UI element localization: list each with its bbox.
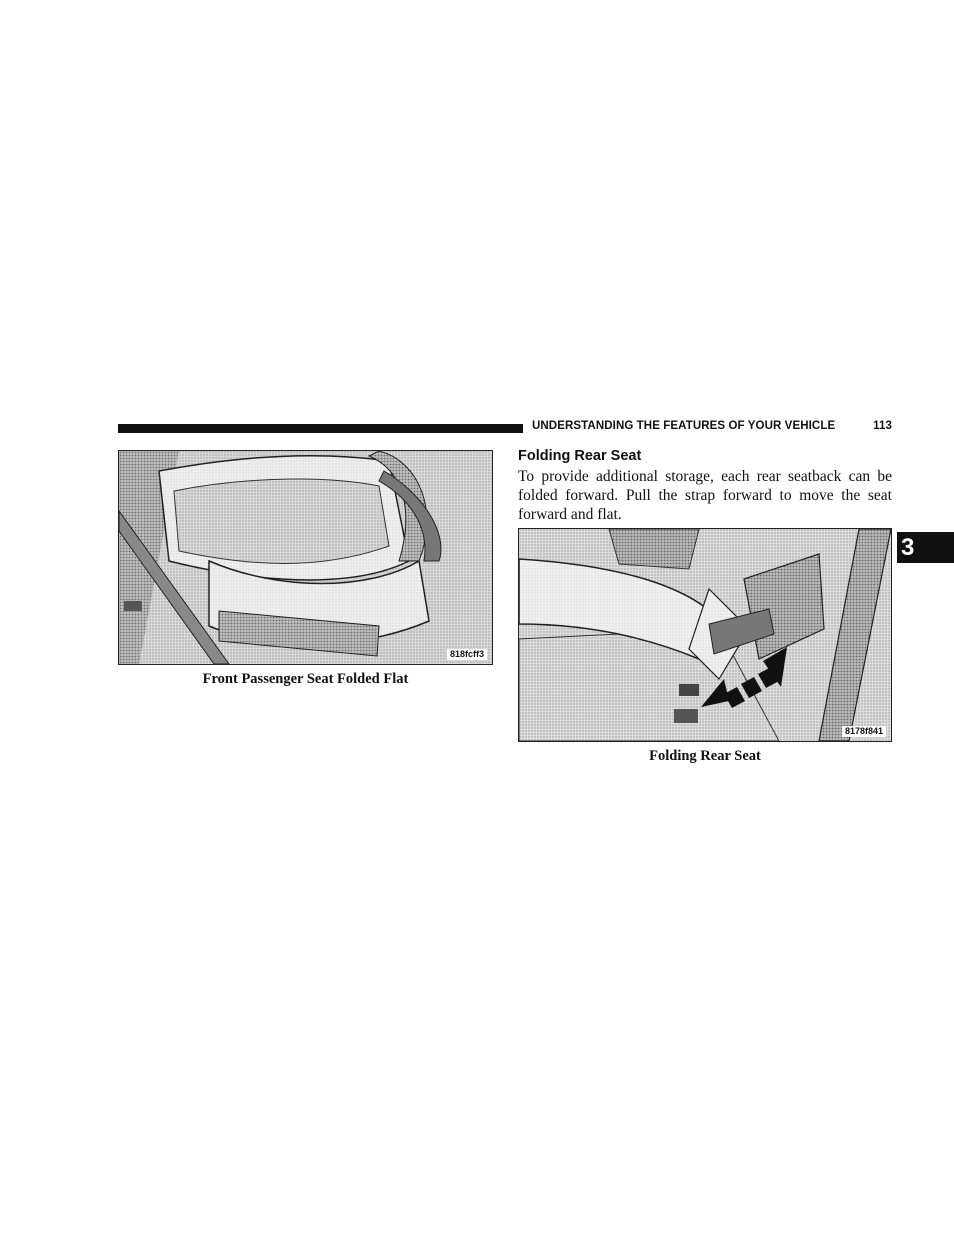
section-body: To provide additional storage, each rear seatback can be folded forward. Pull the strap forward to move the seat forward and flat.	[518, 468, 892, 523]
figure-folding-rear-seat	[518, 528, 892, 742]
figure-front-passenger-seat	[118, 450, 493, 665]
rear-seat-illustration	[519, 529, 891, 741]
chapter-tab: 3	[897, 532, 954, 563]
section-heading: Folding Rear Seat	[518, 448, 642, 464]
figure-code-right: 8178f841	[842, 726, 886, 737]
running-header	[532, 420, 892, 432]
figure-caption-right: Folding Rear Seat	[649, 748, 761, 764]
header-rule	[118, 424, 523, 433]
header-page-number: 113	[873, 420, 892, 432]
header-section-title: UNDERSTANDING THE FEATURES OF YOUR VEHICLE	[532, 420, 836, 432]
figure-caption-left: Front Passenger Seat Folded Flat	[202, 671, 409, 687]
seat-illustration	[119, 451, 492, 664]
figure-code-left: 818fcff3	[447, 649, 487, 660]
